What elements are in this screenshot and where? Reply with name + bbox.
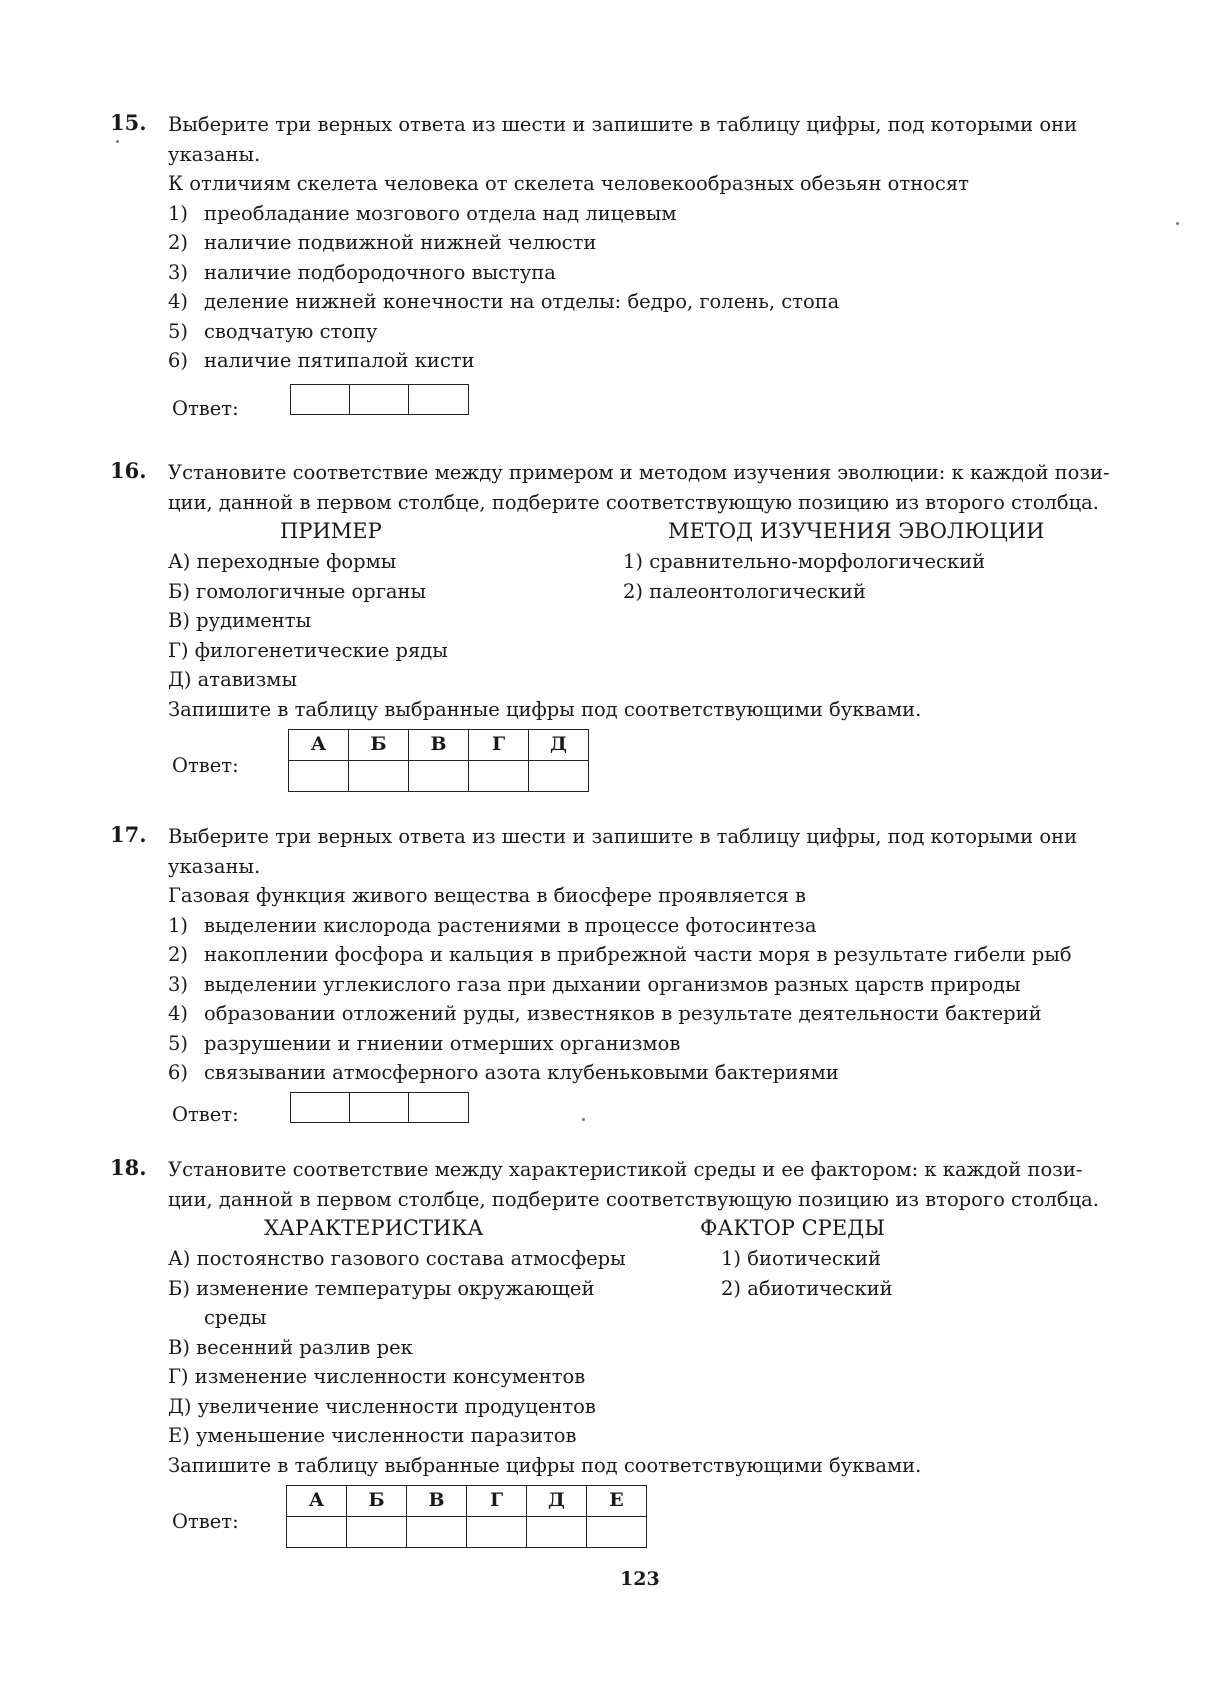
task-intro-cont: ции, данной в первом столбце, подберите соответствующую позицию из второго столбца. <box>168 490 1100 514</box>
option: 5) сводчатую стопу <box>168 319 378 343</box>
task-number: 15. <box>110 110 147 135</box>
column-header-left: ХАРАКТЕРИСТИКА <box>264 1216 484 1240</box>
grid-letter: Д <box>529 729 589 760</box>
answer-label: Ответ: <box>172 1509 239 1533</box>
match-item-left: Б) гомологичные органы <box>168 579 427 603</box>
match-item-right: 2) абиотический <box>721 1276 893 1300</box>
page-number: 123 <box>620 1568 660 1590</box>
answer-cell[interactable] <box>350 385 409 414</box>
grid-letter: Б <box>347 1485 407 1516</box>
answer-cell[interactable] <box>291 1093 350 1122</box>
grid-letter: А <box>289 729 349 760</box>
match-item-left: Г) изменение численности консументов <box>168 1365 586 1388</box>
option: 6) связывании атмосферного азота клубеньковыми бактериями <box>168 1061 839 1084</box>
task-number: 16. <box>110 458 147 483</box>
task-question: Газовая функция живого вещества в биосфере проявляется в <box>168 884 806 907</box>
grid-letter: Г <box>469 729 529 760</box>
grid-letter: В <box>407 1485 467 1516</box>
match-item-right: 1) сравнительно-морфологический <box>623 550 986 573</box>
grid-letter: Д <box>527 1485 587 1516</box>
answer-grid <box>288 729 589 792</box>
option: 3) выделении углекислого газа при дыхании организмов разных царств природы <box>168 972 1021 996</box>
grid-answer-cell[interactable] <box>289 760 349 791</box>
grid-answer-cell[interactable] <box>467 1516 527 1547</box>
answer-box[interactable] <box>290 384 469 415</box>
match-item-left: В) весенний разлив рек <box>168 1335 413 1359</box>
option: 4) образовании отложений руды, известняков в результате деятельности бактерий <box>168 1002 1042 1025</box>
option: 4) деление нижней конечности на отделы: бедро, голень, стопа <box>168 290 840 313</box>
option: 6) наличие пятипалой кисти <box>168 349 475 372</box>
grid-letter: Б <box>349 729 409 760</box>
grid-answer-cell[interactable] <box>349 760 409 791</box>
answer-label: Ответ: <box>172 396 239 420</box>
answer-cell[interactable] <box>350 1093 409 1122</box>
option: 2) наличие подвижной нижней челюсти <box>168 231 597 254</box>
grid-answer-cell[interactable] <box>529 760 589 791</box>
task-intro-cont: ции, данной в первом столбце, подберите соответствующую позицию из второго столбца. <box>168 1187 1100 1211</box>
answer-label: Ответ: <box>172 753 239 777</box>
task-intro-cont: указаны. <box>168 854 261 878</box>
option: 3) наличие подбородочного выступа <box>168 260 556 284</box>
column-header-right: ФАКТОР СРЕДЫ <box>700 1216 885 1240</box>
match-item-left: Г) филогенетические ряды <box>168 638 448 662</box>
task-intro-cont: указаны. <box>168 142 261 166</box>
task-number: 17. <box>110 822 147 847</box>
option: 1) выделении кислорода растениями в процессе фотосинтеза <box>168 913 817 937</box>
scan-speck <box>1176 222 1179 225</box>
match-item-left: Е) уменьшение численности паразитов <box>168 1424 577 1447</box>
answer-grid <box>286 1485 647 1548</box>
grid-letter: Е <box>587 1485 647 1516</box>
grid-answer-cell[interactable] <box>469 760 529 791</box>
task-intro: Выберите три верных ответа из шести и запишите в таблицу цифры, под которыми они <box>168 113 1078 136</box>
match-item-left: Д) увеличение численности продуцентов <box>168 1394 596 1418</box>
option: 2) накоплении фосфора и кальция в прибрежной части моря в результате гибели рыб <box>168 943 1072 966</box>
match-item-left: Д) атавизмы <box>168 668 297 691</box>
grid-answer-cell[interactable] <box>527 1516 587 1547</box>
grid-letter: А <box>287 1485 347 1516</box>
table-instruction: Запишите в таблицу выбранные цифры под соответствующими буквами. <box>168 698 922 721</box>
match-item-left: А) переходные формы <box>168 550 397 573</box>
option: 5) разрушении и гниении отмерших организмов <box>168 1031 681 1055</box>
column-header-right: МЕТОД ИЗУЧЕНИЯ ЭВОЛЮЦИИ <box>668 519 1045 543</box>
task-number: 18. <box>110 1155 147 1180</box>
grid-answer-cell[interactable] <box>347 1516 407 1547</box>
answer-row <box>168 1485 1180 1549</box>
grid-letter: Г <box>467 1485 527 1516</box>
scan-speck <box>116 140 119 143</box>
task-intro: Выберите три верных ответа из шести и запишите в таблицу цифры, под которыми они <box>168 825 1078 848</box>
grid-answer-cell[interactable] <box>407 1516 467 1547</box>
match-item-left-cont: среды <box>204 1306 267 1329</box>
table-instruction: Запишите в таблицу выбранные цифры под соответствующими буквами. <box>168 1454 922 1477</box>
option: 1) преобладание мозгового отдела над лицевым <box>168 201 677 225</box>
match-item-left: В) рудименты <box>168 609 312 632</box>
answer-box[interactable] <box>290 1092 469 1123</box>
grid-answer-cell[interactable] <box>409 760 469 791</box>
answer-row <box>168 1092 1180 1140</box>
match-item-left: Б) изменение температуры окружающей <box>168 1276 595 1300</box>
column-header-left: ПРИМЕР <box>280 519 382 543</box>
scan-speck <box>582 1118 585 1121</box>
answer-label: Ответ: <box>172 1102 239 1126</box>
grid-letter: В <box>409 729 469 760</box>
answer-cell[interactable] <box>409 385 468 414</box>
task-question: К отличиям скелета человека от скелета человекообразных обезьян относят <box>168 172 969 195</box>
answer-cell[interactable] <box>409 1093 468 1122</box>
match-item-left: А) постоянство газового состава атмосферы <box>168 1247 626 1270</box>
task-intro: Установите соответствие между примером и методом изучения эволюции: к каждой пози- <box>168 461 1110 484</box>
match-item-right: 1) биотический <box>721 1247 882 1270</box>
answer-row <box>168 384 1180 432</box>
answer-row <box>168 729 1180 793</box>
task-intro: Установите соответствие между характеристикой среды и ее фактором: к каждой пози- <box>168 1158 1083 1181</box>
grid-answer-cell[interactable] <box>287 1516 347 1547</box>
answer-cell[interactable] <box>291 385 350 414</box>
match-item-right: 2) палеонтологический <box>623 579 866 603</box>
grid-answer-cell[interactable] <box>587 1516 647 1547</box>
